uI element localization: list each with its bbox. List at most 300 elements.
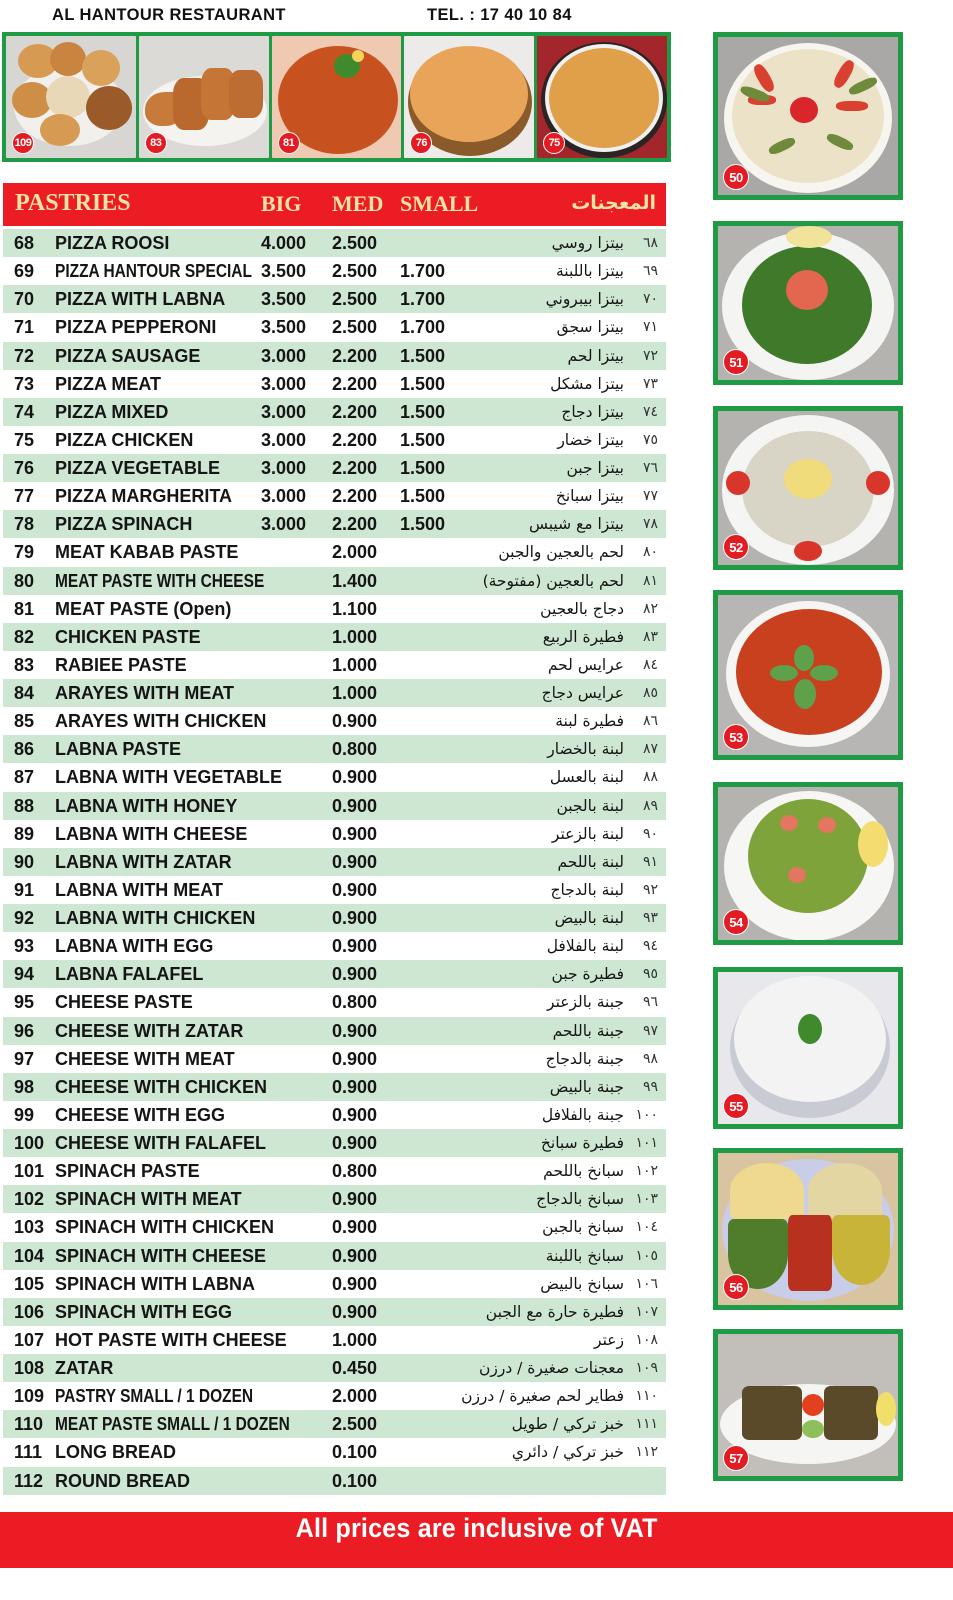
item-name-arabic: لبنة باللحم [557,852,624,871]
item-number: 83 [14,654,35,675]
price-big: 3.500 [261,317,307,338]
item-number-arabic: ١٠١ [635,1135,658,1151]
item-number: 107 [14,1329,45,1350]
item-number: 92 [14,908,35,928]
item-name-arabic: سبانخ باللبنة [545,1246,624,1265]
item-number-arabic: ٨٤ [642,656,658,673]
item-number-badge: 53 [723,724,749,750]
price-big: 3.000 [261,429,307,450]
item-number-badge: 83 [145,132,167,154]
food-photo-mezza-plate [713,1148,903,1310]
menu-item-row [3,679,666,707]
food-photo-tabbouleh [713,221,903,385]
restaurant-name: AL HANTOUR RESTAURANT [52,6,286,24]
item-number-arabic: ٩٣ [642,910,658,926]
price-med: 0.100 [332,1442,378,1463]
price-med: 1.000 [332,654,378,675]
item-name: LABNA PASTE [55,739,181,760]
item-number-arabic: ١٠٧ [635,1303,658,1320]
item-number-arabic: ٨١ [642,572,658,589]
column-header-small: SMALL [400,191,479,216]
price-small: 1.500 [400,486,446,507]
item-name-arabic: بيتزا خضار [557,430,624,449]
item-number: 111 [14,1442,43,1463]
item-number: 86 [14,739,35,760]
item-number: 75 [14,429,35,450]
item-name: PIZZA PEPPERONI [55,317,217,338]
menu-item-row [3,1101,666,1129]
item-number-arabic: ٨٧ [642,741,658,758]
item-name: PIZZA SAUSAGE [55,345,201,366]
price-med: 2.000 [332,542,378,563]
price-med: 0.900 [332,1245,378,1266]
menu-item-row [3,904,666,932]
item-name-arabic: بيتزا روسي [551,234,624,252]
item-number: 71 [14,317,35,338]
price-med: 0.450 [332,1358,378,1378]
item-name-arabic: جبنة بالزعتر [547,993,624,1012]
item-number: 76 [14,458,35,478]
price-big: 3.000 [261,373,307,394]
price-med: 0.900 [332,1048,378,1069]
price-med: 0.900 [332,1301,378,1322]
price-med: 2.200 [332,401,378,422]
item-name: MEAT PASTE WITH CHEESE [55,570,265,591]
column-header-med: MED [332,191,384,216]
item-number-arabic: ١٠٤ [635,1219,658,1236]
item-name-arabic: سبانخ باللحم [543,1162,624,1181]
item-number-arabic: ١٠٨ [635,1331,658,1348]
price-med: 0.900 [332,1133,378,1153]
item-number: 102 [14,1189,45,1210]
item-number: 72 [14,345,35,366]
item-number: 104 [14,1245,45,1266]
price-med: 2.500 [332,289,378,310]
item-number-arabic: ٩٩ [642,1078,658,1095]
menu-item-row [3,426,666,454]
item-number-arabic: ٨٦ [642,713,658,730]
item-number: 112 [14,1470,44,1491]
menu-item-row [3,257,666,285]
item-name-arabic: لبنة بالفلافل [546,937,624,956]
item-name: PASTRY SMALL / 1 DOZEN [55,1386,254,1407]
menu-item-row [3,792,666,820]
item-name-arabic: جبنة بالفلافل [541,1105,624,1124]
price-med: 2.000 [332,1386,378,1407]
item-name-arabic: بيتزا جبن [566,459,624,477]
item-number-badge: 75 [543,132,565,154]
item-number-arabic: ٨٠ [642,544,658,561]
item-number: 110 [14,1414,44,1435]
price-med: 0.800 [332,992,378,1013]
item-number-arabic: ٩٨ [642,1050,658,1067]
item-name: CHEESE PASTE [55,992,193,1013]
menu-item-row [3,567,666,595]
price-med: 0.900 [332,1217,378,1238]
item-number: 87 [14,767,35,788]
item-number-arabic: ٨٢ [642,600,658,617]
item-number: 74 [14,401,35,422]
item-name: MEAT KABAB PASTE [55,542,239,563]
item-name-arabic: بيتزا لحم [567,346,624,365]
menu-item-row [3,1270,666,1298]
price-med: 0.900 [332,908,378,928]
item-number: 90 [14,851,35,872]
telephone-number: TEL. : 17 40 10 84 [427,6,572,24]
price-small: 1.500 [400,373,446,394]
menu-item-row [3,1073,666,1101]
menu-item-row [3,932,666,960]
menu-item-row [3,1213,666,1241]
item-number-arabic: ٧٢ [642,347,658,364]
item-name-arabic: معجنات صغيرة / درزن [478,1359,624,1377]
item-name: SPINACH WITH LABNA [55,1273,255,1294]
menu-item-row [3,876,666,904]
item-name: CHEESE WITH CHICKEN [55,1076,268,1097]
menu-list [3,229,666,1495]
price-med: 0.900 [332,936,378,957]
item-name-arabic: لبنة بالعسل [549,768,624,787]
menu-item-row [3,595,666,623]
vat-notice-banner [0,1512,953,1568]
food-photo-pizza-chicken [537,36,667,158]
item-name: RABIEE PASTE [55,654,187,675]
item-number: 93 [14,936,35,957]
price-med: 2.200 [332,345,378,366]
item-number-arabic: ١٠٥ [635,1247,658,1264]
item-number: 95 [14,992,35,1013]
item-name: SPINACH WITH EGG [55,1301,233,1322]
item-name-arabic: بيتزا سجق [556,318,624,337]
menu-item-row [3,482,666,510]
item-name: SPINACH WITH MEAT [55,1189,242,1210]
item-number: 89 [14,823,35,844]
item-number-arabic: ٩٥ [642,966,658,983]
item-number: 108 [14,1358,45,1378]
menu-item-row [3,707,666,735]
item-number: 81 [14,598,35,619]
item-number-arabic: ٩٤ [642,938,658,955]
item-name-arabic: لبنة بالبيض [554,909,624,927]
item-name-arabic: خبز تركي / دائري [511,1443,624,1462]
item-number-arabic: ١١٠ [635,1388,658,1405]
item-name-arabic: جبنة بالبيض [549,1077,624,1096]
item-name: LABNA WITH HONEY [55,795,238,816]
price-med: 0.100 [332,1470,378,1491]
price-med: 0.900 [332,1020,378,1041]
item-name-arabic: لبنة بالدجاج [550,880,624,899]
item-number: 88 [14,795,35,816]
price-small: 1.500 [400,345,446,366]
item-name-arabic: فطيرة حارة مع الجبن [485,1302,624,1321]
item-number-arabic: ٧٠ [642,291,658,308]
item-name-arabic: فطيرة لبنة [555,712,624,731]
item-name-arabic: خبز تركي / طويل [511,1415,624,1434]
menu-item-row [3,623,666,651]
item-number-arabic: ٧٣ [642,375,658,392]
item-name-arabic: عرايس دجاج [541,684,624,702]
item-number-arabic: ٩٠ [642,825,658,842]
item-name: LABNA WITH VEGETABLE [55,767,282,788]
item-name-arabic: بيتزا بيبروني [545,290,624,309]
item-number-arabic: ٧٨ [642,516,658,533]
item-name: SPINACH PASTE [55,1161,200,1182]
item-number-badge: 52 [723,534,749,560]
price-big: 4.000 [261,233,307,253]
food-photo-rabiee [139,36,269,158]
item-number-arabic: ١٠٢ [635,1163,658,1180]
item-name: ARAYES WITH CHICKEN [55,711,267,732]
item-number-arabic: ٨٩ [642,797,658,814]
item-name: LABNA FALAFEL [55,964,204,985]
price-med: 0.900 [332,1273,378,1294]
food-photo-vine-leaves [713,1329,903,1481]
vat-notice-text: All prices are inclusive of VAT [295,1513,658,1543]
section-header [3,183,666,226]
price-small: 1.500 [400,429,446,450]
menu-item-row [3,285,666,313]
menu-item-row [3,763,666,791]
price-med: 2.500 [332,261,378,282]
item-name: SPINACH WITH CHICKEN [55,1217,274,1238]
item-number: 101 [14,1161,45,1182]
price-med: 1.000 [332,1329,378,1350]
food-photo-pastries [6,36,136,158]
price-med: 0.900 [332,711,378,732]
price-big: 3.000 [261,345,307,366]
item-name: LABNA WITH MEAT [55,879,223,900]
item-number-badge: 109 [12,132,34,154]
price-med: 2.200 [332,486,378,507]
item-number: 84 [14,683,35,703]
menu-item-row [3,735,666,763]
price-small: 1.500 [400,401,446,422]
item-number-arabic: ٨٥ [642,685,658,701]
food-photo-olive-salad [713,782,903,945]
item-number-arabic: ٧٦ [642,460,658,476]
price-med: 0.900 [332,767,378,788]
menu-item-row [3,454,666,482]
item-number: 68 [14,233,35,253]
item-number: 69 [14,261,35,282]
price-med: 1.100 [332,598,378,619]
price-med: 0.900 [332,1104,378,1125]
menu-item-row [3,1017,666,1045]
item-number-badge: 51 [723,349,749,375]
item-number-arabic: ٨٨ [642,769,658,786]
item-number-badge: 55 [723,1093,749,1119]
item-name-arabic: فطيرة الربيع [542,627,624,646]
item-number-badge: 57 [723,1445,749,1471]
item-number-arabic: ١١١ [635,1416,658,1433]
item-number: 98 [14,1076,35,1097]
item-number: 78 [14,514,35,535]
food-photo-meat-paste [272,36,402,158]
price-big: 3.000 [261,458,307,478]
item-name: CHEESE WITH MEAT [55,1048,235,1069]
item-name-arabic: فطيرة سبانخ [540,1134,624,1152]
item-name-arabic: سبانخ بالجبن [542,1218,624,1237]
section-title: PASTRIES [15,190,131,216]
menu-item-row [3,1185,666,1213]
menu-item-row [3,1467,666,1495]
item-name: PIZZA VEGETABLE [55,458,221,478]
price-small: 1.700 [400,317,446,338]
item-number-arabic: ٩٢ [642,881,658,898]
price-med: 2.200 [332,458,378,478]
item-number-arabic: ١١٢ [635,1444,658,1461]
price-big: 3.000 [261,486,307,507]
item-name: CHEESE WITH ZATAR [55,1020,244,1041]
item-number-badge: 81 [278,132,300,154]
menu-item-row [3,1326,666,1354]
item-name-arabic: فطاير لحم صغيرة / درزن [461,1387,624,1406]
item-number: 82 [14,626,35,647]
menu-item-row [3,1129,666,1157]
menu-item-row [3,1438,666,1466]
item-number: 96 [14,1020,35,1041]
item-number-badge: 50 [723,164,749,190]
price-small: 1.500 [400,514,446,535]
item-name: SPINACH WITH CHEESE [55,1245,267,1266]
item-name-arabic: بيتزا سبانخ [555,487,624,506]
item-name-arabic: لبنة بالزعتر [551,824,624,843]
item-number-arabic: ١٠٩ [635,1360,658,1376]
food-photo-hummus [713,32,903,200]
item-name: CHICKEN PASTE [55,626,201,647]
item-name: LABNA WITH EGG [55,936,214,957]
menu-item-row [3,820,666,848]
price-med: 0.900 [332,851,378,872]
menu-item-row [3,1354,666,1382]
price-big: 3.000 [261,514,307,535]
item-number-arabic: ٩١ [642,853,658,870]
section-title-arabic: المعجنات [571,192,656,214]
price-med: 2.500 [332,317,378,338]
item-number: 80 [14,570,35,591]
item-name: PIZZA MEAT [55,373,161,394]
item-name: MEAT PASTE SMALL / 1 DOZEN [55,1414,290,1435]
item-number: 100 [14,1133,45,1153]
price-big: 3.000 [261,401,307,422]
item-name: PIZZA MARGHERITA [55,486,232,507]
item-number-badge: 56 [723,1274,749,1300]
item-number: 77 [14,486,35,507]
price-med: 1.000 [332,683,378,703]
item-name: ZATAR [55,1358,114,1378]
item-name-arabic: لبنة بالجبن [556,796,624,815]
menu-item-row [3,988,666,1016]
menu-item-row [3,398,666,426]
price-med: 0.900 [332,1189,378,1210]
item-name-arabic: لبنة بالخضار [547,740,624,759]
item-name-arabic: عرايس لحم [547,655,624,674]
menu-item-row [3,1242,666,1270]
item-number: 106 [14,1301,45,1322]
item-number: 85 [14,711,35,732]
item-name: LABNA WITH ZATAR [55,851,232,872]
menu-item-row [3,848,666,876]
price-small: 1.700 [400,261,446,282]
item-name: HOT PASTE WITH CHEESE [55,1329,287,1350]
item-number-arabic: ٦٩ [642,263,658,280]
price-small: 1.500 [400,458,446,478]
price-med: 2.200 [332,373,378,394]
item-name: PIZZA ROOSI [55,233,170,253]
item-number-arabic: ٩٦ [642,994,658,1011]
menu-item-row [3,313,666,341]
price-med: 0.900 [332,1076,378,1097]
item-number-badge: 54 [723,909,749,935]
item-name-arabic: لحم بالعجين (مفتوحة) [482,571,624,590]
item-number: 99 [14,1104,35,1125]
menu-item-row [3,229,666,257]
item-name-arabic: لحم بالعجين والجبن [498,543,624,562]
price-med: 2.500 [332,233,378,253]
menu-item-row [3,538,666,566]
item-number-arabic: ١٠٦ [635,1275,658,1292]
item-name-arabic: دجاج بالعجين [540,599,624,618]
item-name-arabic: بيتزا دجاج [561,402,624,421]
item-number: 109 [14,1386,45,1407]
column-header-big: BIG [261,191,302,216]
item-number: 73 [14,373,35,394]
item-name-arabic: بيتزا باللبنة [555,262,624,281]
price-med: 1.400 [332,570,378,591]
item-name-arabic: فطيرة جبن [551,965,624,984]
item-number: 70 [14,289,35,310]
menu-item-row [3,342,666,370]
item-name: MEAT PASTE (Open) [55,598,232,619]
item-number: 91 [14,879,35,900]
item-number-arabic: ١٠٠ [635,1106,658,1123]
menu-item-row [3,1045,666,1073]
price-med: 0.900 [332,964,378,985]
price-med: 0.800 [332,1161,378,1182]
item-name: ARAYES WITH MEAT [55,683,235,703]
menu-item-row [3,1298,666,1326]
item-name: CHEESE WITH EGG [55,1104,226,1125]
item-name: PIZZA SPINACH [55,514,193,535]
item-number-arabic: ٧١ [642,319,658,336]
food-photo-moutabal [713,406,903,570]
item-name: PIZZA WITH LABNA [55,289,226,310]
food-photo-yogurt [713,967,903,1129]
menu-item-row [3,1382,666,1410]
item-number-arabic: ٧٧ [642,488,658,505]
item-name-arabic: زعتر [594,1330,624,1349]
item-number-arabic: ٨٣ [642,628,658,645]
item-number: 105 [14,1273,45,1294]
item-name-arabic: بيتزا مع شيبس [528,515,624,534]
item-name-arabic: سبانخ بالدجاج [536,1190,624,1209]
menu-item-row [3,1157,666,1185]
price-med: 2.200 [332,514,378,535]
price-big: 3.500 [261,261,307,282]
item-name-arabic: سبانخ بالبيض [540,1274,624,1293]
item-name: PIZZA HANTOUR SPECIAL [55,261,252,282]
food-photo-pizza-vegetable [404,36,534,158]
item-name-arabic: جبنة باللحم [552,1021,624,1040]
item-number-arabic: ٦٨ [642,235,658,251]
menu-item-row [3,370,666,398]
price-med: 2.500 [332,1414,378,1435]
item-name: PIZZA CHICKEN [55,429,194,450]
item-number: 79 [14,542,35,563]
item-name: ROUND BREAD [55,1470,190,1491]
item-name-arabic: جبنة بالدجاج [545,1049,624,1068]
item-number-arabic: ٧٥ [642,431,658,448]
